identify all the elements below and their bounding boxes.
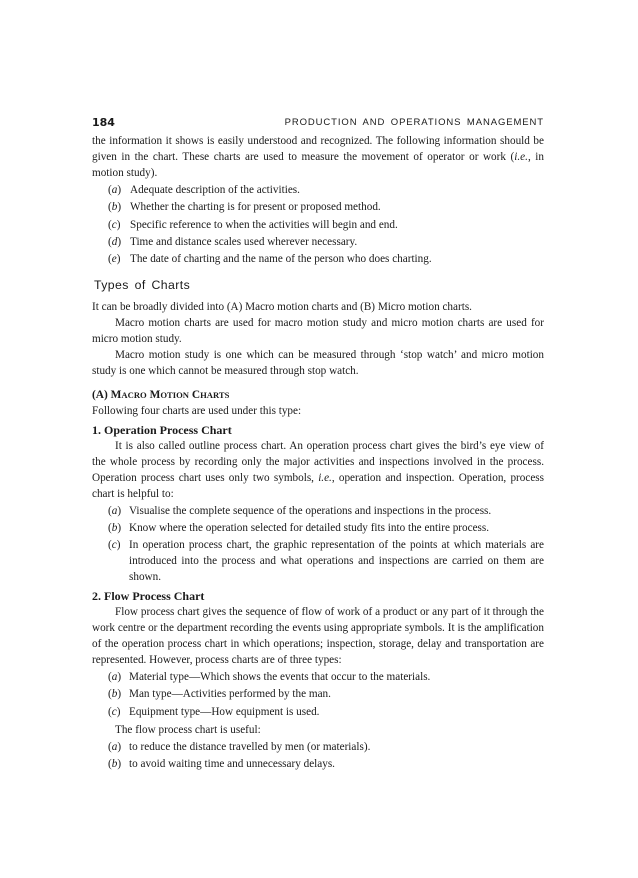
page-body (92, 133, 544, 772)
types-heading: Types of Charts (94, 277, 191, 292)
flow-chart-types-list (92, 669, 544, 719)
page-number: 184 (92, 116, 115, 129)
list-item: (a) Adequate description of the activities. (108, 184, 300, 197)
list-item: (b) Know where the operation selected for detailed study fits into the entire process. (108, 521, 490, 534)
macro-intro: Following four charts are used under this type: (92, 404, 302, 417)
list-item: (d) Time and distance scales used wherever necessary. (108, 235, 358, 248)
macro-heading: (A) MACRO MOTION CHARTS (92, 388, 230, 401)
operation-chart-paragraph: It is also called outline process chart. An operation process chart gives the bird’s eye view of the whole process by recording only the major activities and inspections involved in the process. Operation process chart uses only two symbols, i.e., operation and inspection. Operation, process chart is helpful to: (92, 439, 544, 500)
list-item: (c) In operation process chart, the graphic representation of the points at which materials are introduced into the process and what operations and inspections are carried on them are shown. (108, 538, 544, 583)
list-item: (c) Specific reference to when the activities will begin and end. (108, 218, 398, 231)
operation-chart-list (92, 503, 544, 585)
list-item: (b) Man type—Activities performed by the man. (108, 688, 331, 701)
list-item: (b) to avoid waiting time and unnecessary delays. (108, 757, 335, 770)
types-paragraph-1: It can be broadly divided into (A) Macro motion charts and (B) Micro motion charts. (92, 300, 472, 313)
flow-chart-useful-intro: The flow process chart is useful: (115, 723, 261, 736)
list-item: (a) Visualise the complete sequence of the operations and inspections in the process. (108, 504, 492, 517)
flow-chart-paragraph: Flow process chart gives the sequence of flow of work of a product or any part of it through the work centre or the department recording the events using appropriate symbols. It is the amplification of the operation process chart in which operations; inspection, storage, delay and transportation are represented. However, process charts are of three types: (92, 605, 544, 666)
list-item: (a) to reduce the distance travelled by men (or materials). (108, 740, 371, 753)
flow-chart-heading: 2. Flow Process Chart (92, 588, 205, 603)
running-title: PRODUCTION AND OPERATIONS MANAGEMENT (284, 117, 544, 128)
types-paragraph-2: Macro motion charts are used for macro motion study and micro motion charts are used for micro motion study. (92, 316, 544, 345)
intro-paragraph: the information it shows is easily understood and recognized. The following information should be given in the chart. These charts are used to measure the movement of operator or work (i.e., in motion study). (92, 135, 544, 179)
operation-chart-heading: 1. Operation Process Chart (92, 422, 232, 437)
list-item: (e) The date of charting and the name of the person who does charting. (108, 252, 432, 265)
chart-info-list (92, 182, 544, 267)
page-header (92, 116, 544, 130)
list-item: (a) Material type—Which shows the events that occur to the materials. (108, 671, 431, 684)
list-item: (b) Whether the charting is for present or proposed method. (108, 201, 381, 214)
types-paragraph-3: Macro motion study is one which can be measured through ‘stop watch’ and micro motion study is one which cannot be measured through stop watch. (92, 348, 544, 377)
list-item: (c) Equipment type—How equipment is used. (108, 705, 320, 718)
flow-chart-uses-list (92, 739, 544, 772)
